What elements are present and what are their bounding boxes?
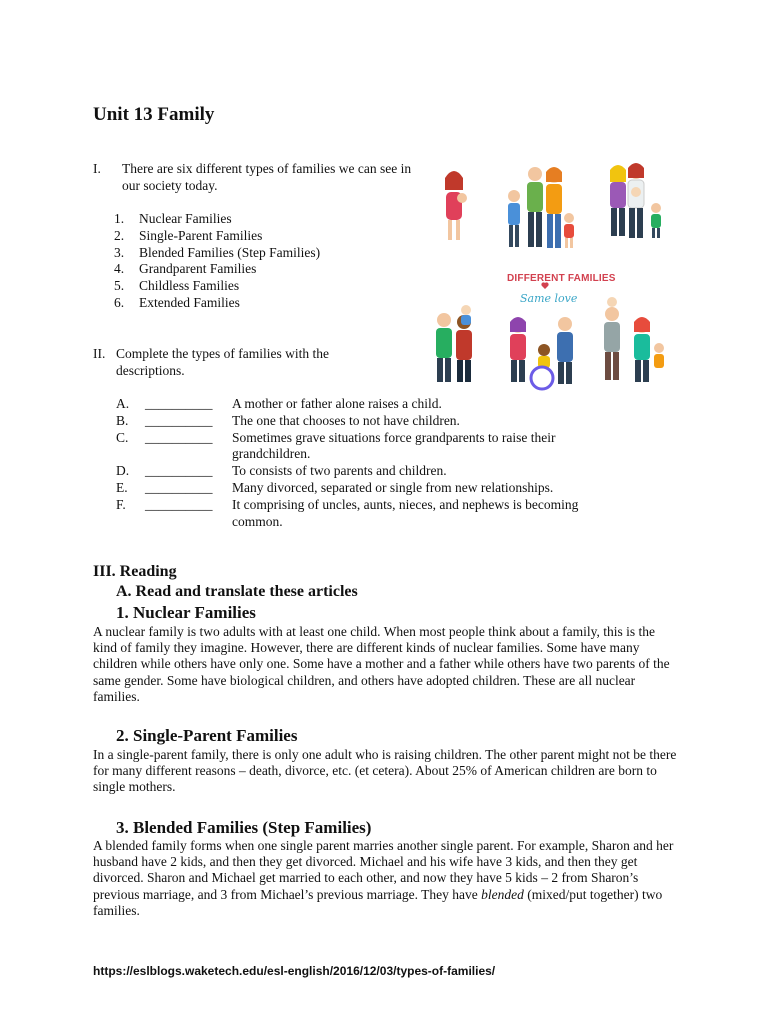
article-3-title: 3. Blended Families (Step Families): [116, 818, 372, 837]
article-2-title: 2. Single-Parent Families: [116, 726, 298, 745]
source-url[interactable]: https://eslblogs.waketech.edu/esl-english/2016/12/03/types-of-families/: [93, 964, 496, 978]
list-item: 5. Childless Families: [114, 278, 240, 294]
article-1-title: 1. Nuclear Families: [116, 603, 256, 622]
answer-blank[interactable]: __________: [145, 463, 213, 479]
illustration-badge-title: DIFFERENT FAMILIES: [507, 273, 616, 284]
exercise-item: F. __________ It comprising of uncles, aunts, nieces, and nephews is becoming common.: [116, 496, 579, 529]
illustration-badge-subtitle: Same love: [520, 292, 578, 305]
answer-blank[interactable]: __________: [145, 479, 213, 495]
answer-blank[interactable]: __________: [145, 429, 213, 445]
section-1-intro: There are six different types of families we can see in our society today.: [122, 161, 412, 193]
article-1-text: A nuclear family is two adults with at least one child. When most people think about a family, this is the kind of family they imagine. However, there are different kinds of nuclear families. Some have many children while others have only one. Some have a mother and a father while others have two parents of the same gender. Some have biological children, and others have adopted children. These are all nuclear families.: [93, 624, 670, 704]
extended-family-figure: [610, 163, 661, 238]
grandparent-family-figure: [604, 297, 664, 382]
family-with-wheelchair-figure: [510, 317, 573, 389]
exercise-item: C. __________ Sometimes grave situations force grandparents to raise their grandchildren.: [116, 429, 556, 462]
exercise-item: B. __________ The one that chooses to not have children.: [116, 412, 460, 428]
nuclear-family-figure: [508, 167, 574, 248]
list-item: 1. Nuclear Families: [114, 211, 232, 226]
list-item: 2. Single-Parent Families: [114, 227, 263, 243]
reading-subheading: A. Read and translate these articles: [116, 583, 358, 600]
exercise-list: [116, 396, 636, 530]
couple-figure: [436, 305, 472, 382]
page-title: Unit 13 Family: [93, 104, 215, 125]
answer-blank[interactable]: __________: [145, 412, 213, 428]
exercise-item: E. __________ Many divorced, separated or single from new relationships.: [116, 479, 554, 495]
list-item: 4. Grandparent Families: [114, 261, 257, 277]
article-2-text: In a single-parent family, there is only one adult who is raising children. The other parent might not be there for many different reasons – death, divorce, etc. (et cetera). About 25% of American children are born to single mothers.: [93, 747, 677, 795]
reading-heading: III. Reading: [93, 563, 177, 580]
single-parent-figure: [445, 171, 467, 240]
exercise-item: A. __________ A mother or father alone raises a child.: [116, 396, 442, 411]
section-2-intro: Complete the types of families with the descriptions.: [116, 346, 329, 378]
list-item: 3. Blended Families (Step Families): [114, 244, 321, 260]
families-illustration: [432, 160, 672, 395]
exercise-item: D. __________ To consists of two parents and children.: [116, 463, 447, 479]
section-1-numeral: I.: [93, 161, 101, 176]
emphasis-blended: blended: [481, 886, 524, 902]
section-2-numeral: II.: [93, 346, 106, 361]
answer-blank[interactable]: __________: [145, 396, 213, 411]
list-item: 6. Extended Families: [114, 294, 240, 310]
family-types-list: [114, 211, 320, 312]
answer-blank[interactable]: __________: [145, 496, 213, 512]
article-3-text: A blended family forms when one single parent marries another single parent. For example, Sharon and her husband have 2 kids, and then they get divorced. Michael and his wife have 3 kids, and then they get divorced. Sharon and Michael get married to each other, and now they have 5 kids – 2 from Sharon’s previous marriage, and 3 from Michael’s previous marriage. They have blended (mixed/put together) two families.: [93, 838, 674, 918]
